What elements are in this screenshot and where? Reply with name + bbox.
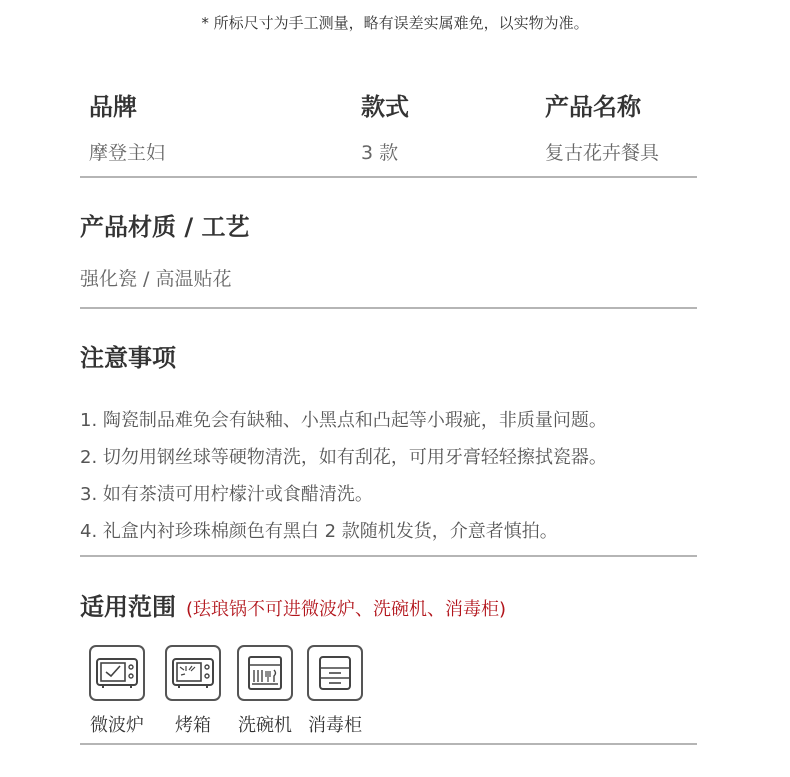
notes-section (80, 338, 697, 550)
notes-title: 注意事项 (80, 344, 176, 372)
notes-list (80, 402, 697, 550)
divider (80, 176, 697, 178)
oven-label: 烤箱 (175, 715, 211, 736)
dishwasher-icon (237, 645, 293, 701)
microwave-icon (89, 645, 145, 701)
specs-section (80, 87, 697, 177)
divider (80, 555, 697, 557)
style-value: 3 款 (361, 142, 399, 164)
dishwasher-label: 洗碗机 (238, 715, 292, 736)
material-section (80, 207, 697, 291)
sterilizer-label: 消毒柜 (308, 715, 362, 736)
style-label: 款式 (361, 93, 409, 121)
list-item: 3. 如有茶渍可用柠檬汁或食醋清洗。 (80, 484, 373, 505)
microwave-label: 微波炉 (90, 715, 144, 736)
usage-section (80, 587, 697, 622)
sterilizer-item (305, 645, 365, 737)
oven-item (163, 645, 223, 737)
brand-label: 品牌 (89, 93, 137, 121)
usage-title: 适用范围 (80, 593, 176, 621)
material-value: 强化瓷 / 高温贴花 (80, 268, 232, 290)
material-title: 产品材质 / 工艺 (80, 213, 250, 241)
brand-column (89, 87, 166, 164)
divider (80, 743, 697, 745)
dishwasher-item (235, 645, 295, 737)
style-column (361, 87, 409, 164)
oven-icon (165, 645, 221, 701)
name-value: 复古花卉餐具 (545, 142, 660, 164)
disclaimer-text: * 所标尺寸为手工测量，略有误差实属难免，以实物为准。 (201, 14, 589, 32)
brand-value: 摩登主妇 (89, 142, 166, 164)
name-column (545, 87, 660, 164)
divider (80, 307, 697, 309)
usage-warning: (珐琅锅不可进微波炉、洗碗机、消毒柜) (186, 599, 507, 620)
microwave-item (87, 645, 147, 737)
list-item: 2. 切勿用钢丝球等硬物清洗，如有刮花，可用牙膏轻轻擦拭瓷器。 (80, 447, 607, 468)
list-item: 4. 礼盒内衬珍珠棉颜色有黑白 2 款随机发货，介意者慎拍。 (80, 521, 558, 542)
name-label: 产品名称 (545, 93, 641, 121)
usage-title-row (80, 587, 697, 622)
list-item: 1. 陶瓷制品难免会有缺釉、小黑点和凸起等小瑕疵，非质量问题。 (80, 410, 607, 431)
sterilizer-icon (307, 645, 363, 701)
